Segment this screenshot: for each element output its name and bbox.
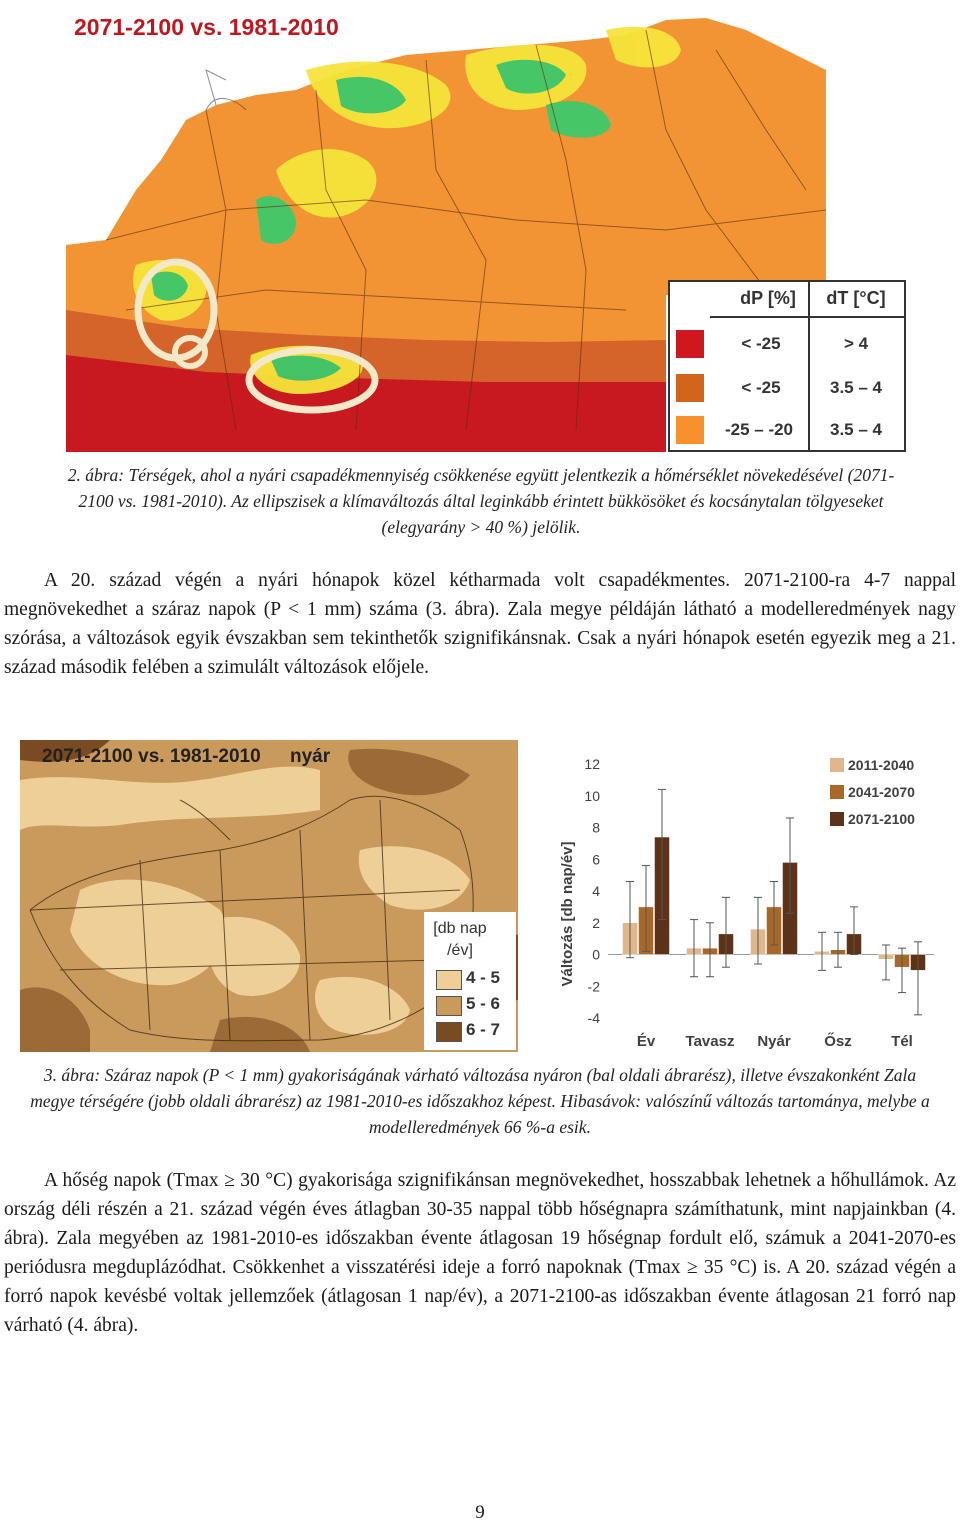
y-tick-label: 4 <box>592 883 600 899</box>
figure3-legend-label-1: 4 - 5 <box>466 968 501 987</box>
legend-divider-v <box>808 282 810 450</box>
legend-dp-2: < -25 <box>741 378 781 397</box>
legend-divider-h <box>710 316 904 318</box>
legend-swatch-1 <box>676 330 704 358</box>
y-tick-label: 0 <box>592 946 600 963</box>
figure3-legend-swatch-3 <box>436 1022 462 1042</box>
figure3-legend-label-3: 6 - 7 <box>466 1020 501 1039</box>
legend-dt-2: 3.5 – 4 <box>830 378 882 397</box>
page-number: 9 <box>475 1502 485 1523</box>
figure3-map <box>20 740 518 1052</box>
paragraph-1 <box>4 566 956 682</box>
legend-dp-1: < -25 <box>741 334 781 353</box>
figure3-caption: 3. ábra: Száraz napok (P < 1 mm) gyakoriságának várható változása nyáron (bal oldali ábrarész), illetve évszakonként Zala megye térségére (jobb oldali ábrarész) az 1981-2010-es időszakhoz képest. Hibasávok: valószínű változás tartománya, melybe a modelleredmények 66 %-a esik. <box>30 1065 930 1137</box>
y-axis-label: Változás [db nap/év] <box>559 841 576 987</box>
x-tick-label: Tél <box>891 1033 913 1050</box>
legend-swatch <box>830 758 844 772</box>
y-tick-label: 10 <box>584 787 600 804</box>
legend-swatch-2 <box>676 374 704 402</box>
legend-swatch <box>830 785 844 799</box>
legend-header-dp: dP [%] <box>740 288 796 308</box>
y-tick-label: 8 <box>592 819 600 836</box>
figure3-legend <box>424 912 516 1050</box>
figure3-bar-chart <box>522 740 942 1052</box>
figure3-legend-swatch-2 <box>436 996 462 1016</box>
figure2-caption: 2. ábra: Térségek, ahol a nyári csapadékmennyiség csökkenése együtt jelentkezik a hőmérséklet növekedésével (2071-2100 vs. 1981-2010). Az ellipszisek a klímaváltozás által leginkább érintett bükkösöket és kocsánytalan tölgyeseket (elegyarány > 40 %) jelölik. <box>67 465 895 537</box>
figure2-title: 2071-2100 vs. 1981-2010 <box>74 14 339 40</box>
paragraph-1-text: A 20. század végén a nyári hónapok közel kétharmada volt csapadékmentes. 2071-2100-ra 4-7 nappal megnövekedhet a száraz napok (P < 1 mm) száma (3. ábra). Zala megye példáján látható a modelleredmények nagy szórása, a változások egyik évszakban sem tekinthetők szignifikánsnak. Csak a nyári hónapok esetén egyezik meg a 21. század második felében a szimulált változások előjele. <box>4 570 956 678</box>
figure3-title: 2071-2100 vs. 1981-2010 <box>42 746 261 767</box>
x-axis-labels <box>637 1032 913 1050</box>
y-tick-label: 6 <box>592 851 600 868</box>
legend-label: 2041-2070 <box>848 784 915 800</box>
legend-label: 2071-2100 <box>848 811 915 827</box>
y-tick-label: -4 <box>587 1010 600 1026</box>
x-tick-label: Év <box>636 1033 656 1050</box>
y-tick-label: 12 <box>584 756 600 772</box>
y-tick-label: 2 <box>592 914 600 931</box>
legend-header-dt: dT [°C] <box>826 288 886 308</box>
chart-legend <box>830 757 915 827</box>
figure3-legend-swatch-1 <box>436 970 462 990</box>
legend-label: 2011-2040 <box>848 757 915 773</box>
figure2-map <box>66 10 906 452</box>
figure3-legend-label-2: 5 - 6 <box>466 994 501 1013</box>
legend-swatch <box>830 812 844 826</box>
x-tick-label: Ősz <box>824 1033 852 1050</box>
x-tick-label: Tavasz <box>685 1033 735 1050</box>
x-tick-label: Nyár <box>757 1033 791 1050</box>
legend-swatch-3 <box>676 416 704 444</box>
legend-dt-1: > 4 <box>843 334 869 353</box>
figure3-legend-title: [db nap /év] <box>433 920 487 959</box>
figure2-legend <box>668 280 906 452</box>
figure3-season: nyár <box>290 746 331 767</box>
legend-dp-3: -25 – -20 <box>724 420 794 439</box>
paragraph-2-text: A hőség napok (Tmax ≥ 30 °C) gyakorisága szignifikánsan megnövekedhet, hosszabbak lehetnek a hőhullámok. Az ország déli részén a 21. század végén éves átlagban 30-35 nappal több hőségnapra számíthatunk, mint napjainkban (4. ábra). Zala megyében az 1981-2010-es időszakban évente átlagosan 19 hőségnap fordult elő, számuk a 2041-2070-es periódusra megduplázódhat. Csökkenhet a visszatérési ideje a forró napoknak (Tmax ≥ 35 °C) is. A 20. század végén a forró napok kevésbé voltak jellemzőek (átlagosan 1 nap/év), a 2071-2100-as időszakban évente átlagosan 21 forró nap várható (4. ábra). <box>4 1170 956 1336</box>
y-tick-label: -2 <box>587 978 600 995</box>
legend-dt-3: 3.5 – 4 <box>830 420 882 439</box>
paragraph-2 <box>4 1166 956 1340</box>
